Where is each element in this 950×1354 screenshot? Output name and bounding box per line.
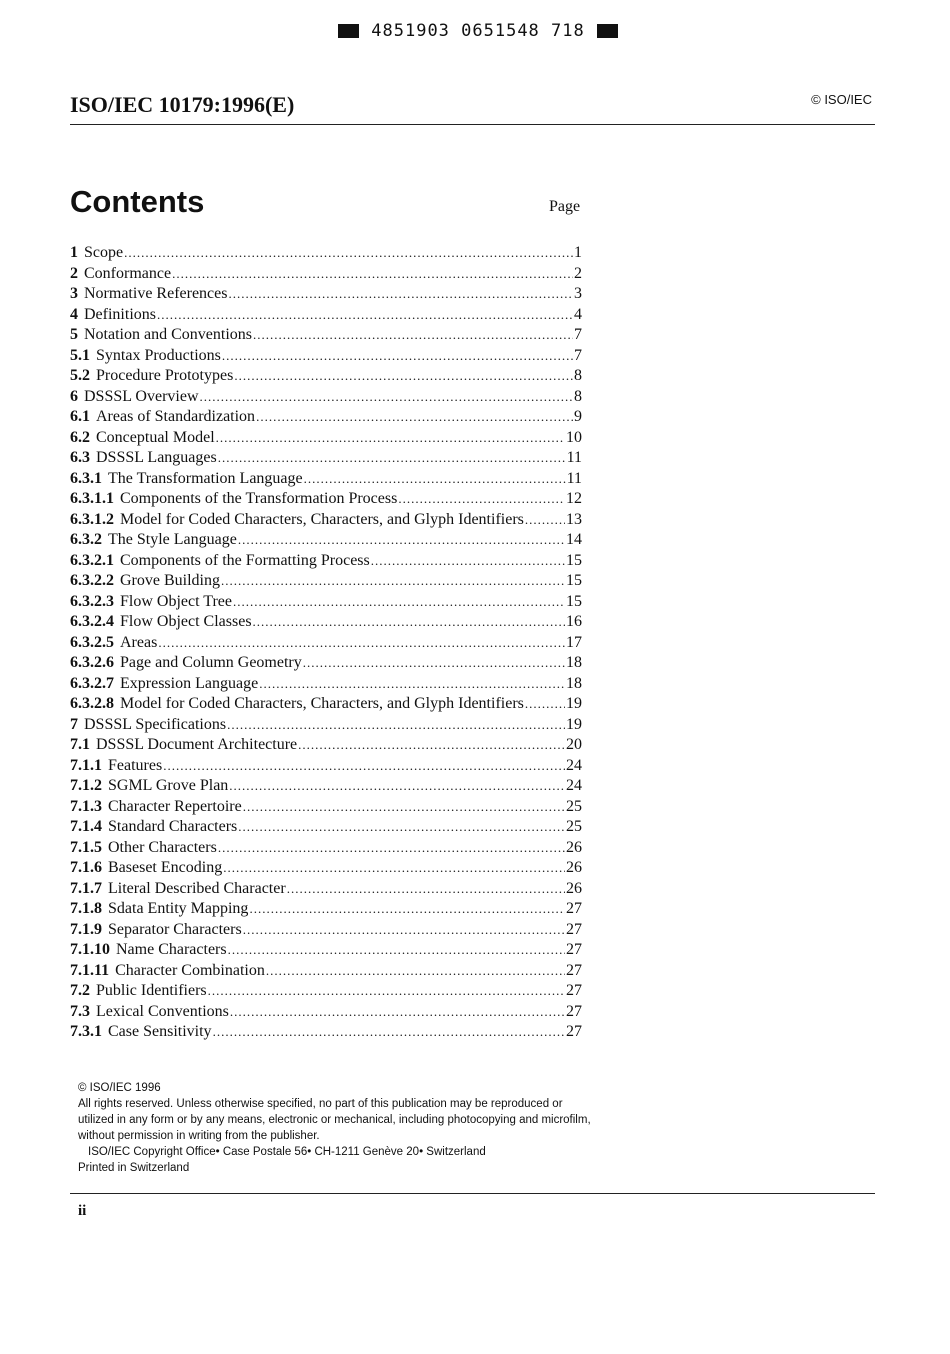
toc-leader-dots xyxy=(303,653,565,674)
toc-entry-title: Public Identifiers xyxy=(96,982,207,999)
toc-entry-number: 6.3.2.6 xyxy=(70,654,114,671)
toc-entry-number: 7.1.5 xyxy=(70,838,102,856)
toc-entry-page: 8 xyxy=(574,387,582,405)
toc-entry-title: SGML Grove Plan xyxy=(108,777,229,794)
page-title: Contents xyxy=(70,184,205,219)
toc-entry-number: 7 xyxy=(70,715,78,733)
toc-entry-page: 9 xyxy=(574,408,582,425)
toc-entry-title: Normative References xyxy=(84,285,228,302)
toc-entry xyxy=(70,797,582,818)
toc-entry-number: 7.1.1 xyxy=(70,756,102,774)
toc-entry-number: 6.3.2.3 xyxy=(70,592,114,610)
toc-entry-number: 7.3 xyxy=(70,1002,90,1020)
toc-entry xyxy=(70,448,582,469)
barcode-number: 4851903 0651548 718 xyxy=(371,21,585,41)
page-number: ii xyxy=(78,1203,87,1219)
footer-rule xyxy=(70,1193,875,1194)
toc-leader-dots xyxy=(287,879,565,900)
toc-entry-page: 15 xyxy=(566,572,582,589)
toc-entry xyxy=(70,407,582,428)
header-copyright: © ISO/IEC xyxy=(811,92,872,107)
copyright-notice xyxy=(78,1080,598,1176)
toc-entry-title: Flow Object Classes xyxy=(120,613,252,630)
toc-entry-page: 27 xyxy=(566,941,582,958)
toc-entry xyxy=(70,284,582,305)
toc-entry-number: 6.1 xyxy=(70,408,90,425)
toc-entry-title: Baseset Encoding xyxy=(108,859,223,876)
toc-entry-page: 8 xyxy=(574,367,582,384)
toc-entry xyxy=(70,264,582,285)
toc-entry-title: DSSSL Document Architecture xyxy=(96,736,298,753)
toc-entry-title: Sdata Entity Mapping xyxy=(108,900,249,917)
toc-entry-page: 11 xyxy=(566,469,582,487)
toc-entry-number: 6.3.2 xyxy=(70,531,102,548)
toc-entry-number: 1 xyxy=(70,244,78,261)
toc-entry-number: 6.2 xyxy=(70,428,90,446)
barcode-strip xyxy=(338,20,618,42)
toc-entry-page: 27 xyxy=(566,961,582,979)
toc-entry-page: 4 xyxy=(574,305,582,323)
notice-copyright: © ISO/IEC 1996 xyxy=(78,1082,161,1094)
toc-leader-dots xyxy=(228,284,573,305)
toc-entry-title: Page and Column Geometry xyxy=(120,654,302,671)
toc-entry-title: Areas of Standardization xyxy=(96,408,256,425)
toc-entry-page: 2 xyxy=(574,264,582,282)
toc-entry-page: 10 xyxy=(566,428,582,446)
toc-entry-number: 5.2 xyxy=(70,367,90,384)
toc-entry-title: Other Characters xyxy=(108,838,217,856)
toc-leader-dots xyxy=(243,920,565,941)
toc-entry xyxy=(70,940,582,961)
toc-entry-title: Model for Coded Characters, Characters, and Glyph Identifiers xyxy=(120,695,524,712)
toc-entry xyxy=(70,428,582,449)
toc-leader-dots xyxy=(525,510,565,531)
toc-leader-dots xyxy=(222,346,573,367)
toc-leader-dots xyxy=(228,940,565,961)
toc-entry xyxy=(70,879,582,900)
toc-entry-page: 27 xyxy=(566,1023,582,1040)
toc-entry-page: 13 xyxy=(566,510,582,528)
toc-entry-number: 7.2 xyxy=(70,982,90,999)
toc-entry xyxy=(70,858,582,879)
toc-leader-dots xyxy=(158,633,565,654)
barcode-block-right xyxy=(597,24,618,38)
toc-entry xyxy=(70,530,582,551)
toc-entry-page: 24 xyxy=(566,777,582,794)
toc-entry-number: 6.3.2.2 xyxy=(70,572,114,589)
toc-entry-page: 12 xyxy=(566,490,582,507)
header-rule xyxy=(70,124,875,125)
toc-entry xyxy=(70,551,582,572)
toc-entry xyxy=(70,715,582,736)
toc-entry-number: 6.3 xyxy=(70,449,90,466)
toc-leader-dots xyxy=(227,715,565,736)
toc-entry-page: 26 xyxy=(566,859,582,876)
toc-entry-title: DSSSL Overview xyxy=(84,387,199,405)
toc-entry-page: 27 xyxy=(566,920,582,938)
toc-entry-title: Flow Object Tree xyxy=(120,592,232,610)
toc-entry-number: 5.1 xyxy=(70,346,90,364)
notice-printed: Printed in Switzerland xyxy=(78,1162,190,1174)
toc-entry-number: 2 xyxy=(70,264,78,282)
toc-leader-dots xyxy=(234,366,573,387)
toc-entry xyxy=(70,243,582,264)
toc-entry-number: 6.3.2.7 xyxy=(70,674,114,692)
toc-entry-page: 1 xyxy=(574,244,582,261)
toc-entry-number: 6 xyxy=(70,387,78,405)
toc-leader-dots xyxy=(172,264,573,285)
toc-entry xyxy=(70,756,582,777)
toc-entry-number: 6.3.2.1 xyxy=(70,551,114,569)
toc-leader-dots xyxy=(253,612,565,633)
toc-entry xyxy=(70,489,582,510)
toc-entry xyxy=(70,961,582,982)
toc-entry xyxy=(70,633,582,654)
toc-entry-number: 5 xyxy=(70,326,78,343)
toc-leader-dots xyxy=(200,387,573,408)
toc-leader-dots xyxy=(233,592,565,613)
notice-rights: All rights reserved. Unless otherwise specified, no part of this publication may be reproduced or utilized in any form or by any means, electronic or mechanical, including photocopying and microfilm, without permission in writing from the publisher. xyxy=(78,1098,591,1142)
toc-entry-title: Character Repertoire xyxy=(108,797,242,815)
toc-entry-title: Scope xyxy=(84,244,124,261)
toc-entry-number: 7.1.11 xyxy=(70,961,110,979)
toc-leader-dots xyxy=(525,694,565,715)
toc-entry-number: 7.1.7 xyxy=(70,879,102,897)
toc-entry-page: 18 xyxy=(566,654,582,671)
toc-entry-title: Procedure Prototypes xyxy=(96,367,234,384)
toc-entry-title: Components of the Formatting Process xyxy=(120,551,370,569)
page-column-label: Page xyxy=(549,198,581,215)
toc-entry-page: 27 xyxy=(566,900,582,917)
toc-entry xyxy=(70,653,582,674)
toc-entry-page: 25 xyxy=(566,818,582,835)
toc-entry-number: 7.3.1 xyxy=(70,1023,102,1040)
toc-entry-number: 3 xyxy=(70,285,78,302)
toc-entry-number: 6.3.2.8 xyxy=(70,695,114,712)
toc-entry xyxy=(70,612,582,633)
toc-entry xyxy=(70,694,582,715)
toc-entry xyxy=(70,366,582,387)
toc-entry-title: DSSSL Languages xyxy=(96,449,217,466)
toc-entry-title: Features xyxy=(108,756,163,774)
toc-entry xyxy=(70,920,582,941)
toc-entry-title: Areas xyxy=(120,633,158,651)
toc-entry-page: 19 xyxy=(566,695,582,712)
toc-entry-title: Syntax Productions xyxy=(96,346,221,364)
toc-entry xyxy=(70,469,582,490)
toc-entry-page: 25 xyxy=(566,797,582,815)
toc-entry-title: Standard Characters xyxy=(108,818,238,835)
toc-entry xyxy=(70,1002,582,1023)
toc-leader-dots xyxy=(398,489,565,510)
toc-entry-page: 26 xyxy=(566,879,582,897)
toc-entry xyxy=(70,838,582,859)
toc-leader-dots xyxy=(304,469,566,490)
toc-leader-dots xyxy=(213,1022,565,1043)
toc-entry-title: Conformance xyxy=(84,264,172,282)
barcode-block-left xyxy=(338,24,359,38)
toc-entry-title: DSSSL Specifications xyxy=(84,715,227,733)
toc-leader-dots xyxy=(238,817,565,838)
toc-leader-dots xyxy=(221,571,565,592)
toc-entry-title: Separator Characters xyxy=(108,920,242,938)
toc-entry-title: Conceptual Model xyxy=(96,428,215,446)
toc-entry xyxy=(70,592,582,613)
toc-entry-number: 6.3.2.4 xyxy=(70,613,114,630)
toc-entry-title: Lexical Conventions xyxy=(96,1002,229,1020)
toc-entry-page: 7 xyxy=(574,346,582,364)
toc-entry xyxy=(70,325,582,346)
toc-entry-title: Grove Building xyxy=(120,572,220,589)
toc-leader-dots xyxy=(298,735,565,756)
toc-entry xyxy=(70,981,582,1002)
toc-entry-title: Literal Described Character xyxy=(108,879,286,897)
toc-entry xyxy=(70,817,582,838)
toc-entry-page: 7 xyxy=(574,326,582,343)
toc-entry xyxy=(70,735,582,756)
toc-leader-dots xyxy=(223,858,565,879)
document-id: ISO/IEC 10179:1996(E) xyxy=(70,92,295,117)
toc-entry-page: 20 xyxy=(566,736,582,753)
toc-entry-page: 15 xyxy=(566,551,582,569)
toc-entry xyxy=(70,387,582,408)
toc-leader-dots xyxy=(208,981,565,1002)
toc-leader-dots xyxy=(229,776,565,797)
toc-leader-dots xyxy=(238,530,565,551)
toc-leader-dots xyxy=(230,1002,565,1023)
toc-leader-dots xyxy=(218,448,566,469)
toc-entry-title: Case Sensitivity xyxy=(108,1023,212,1040)
toc-leader-dots xyxy=(266,961,565,982)
toc-entry xyxy=(70,305,582,326)
toc-entry-page: 3 xyxy=(574,285,582,302)
toc-entry-title: The Style Language xyxy=(108,531,237,548)
toc-entry-page: 19 xyxy=(566,715,582,733)
toc-entry-title: Character Combination xyxy=(115,961,265,979)
toc-entry xyxy=(70,674,582,695)
toc-entry-title: Expression Language xyxy=(120,674,259,692)
toc-entry-number: 7.1.6 xyxy=(70,859,102,876)
toc-entry-page: 15 xyxy=(566,592,582,610)
toc-entry xyxy=(70,510,582,531)
toc-entry-number: 6.3.1.1 xyxy=(70,490,114,507)
toc-entry xyxy=(70,776,582,797)
toc-leader-dots xyxy=(371,551,565,572)
toc-entry-number: 7.1.2 xyxy=(70,777,102,794)
toc-leader-dots xyxy=(256,407,573,428)
toc-leader-dots xyxy=(163,756,565,777)
toc-entry-page: 24 xyxy=(566,756,582,774)
toc-leader-dots xyxy=(218,838,565,859)
toc-entry-number: 6.3.2.5 xyxy=(70,633,114,651)
toc-entry-title: Model for Coded Characters, Characters, and Glyph Identifiers xyxy=(120,510,524,528)
toc-leader-dots xyxy=(243,797,565,818)
toc-entry-number: 7.1 xyxy=(70,736,90,753)
toc-leader-dots xyxy=(253,325,573,346)
toc-entry-page: 11 xyxy=(566,449,582,466)
toc-entry-title: The Transformation Language xyxy=(108,469,303,487)
notice-address: ISO/IEC Copyright Office• Case Postale 56• CH-1211 Genève 20• Switzerland xyxy=(88,1146,486,1158)
toc-entry-title: Components of the Transformation Process xyxy=(120,490,398,507)
toc-leader-dots xyxy=(124,243,573,264)
toc-entry xyxy=(70,571,582,592)
toc-leader-dots xyxy=(259,674,565,695)
toc-entry xyxy=(70,899,582,920)
toc-leader-dots xyxy=(249,899,565,920)
toc-entry-page: 27 xyxy=(566,982,582,999)
toc-entry-number: 4 xyxy=(70,305,78,323)
toc-entry xyxy=(70,346,582,367)
toc-entry-number: 6.3.1 xyxy=(70,469,102,487)
toc-leader-dots xyxy=(216,428,565,449)
toc-entry-page: 14 xyxy=(566,531,582,548)
toc-entry-title: Name Characters xyxy=(116,941,227,958)
toc-leader-dots xyxy=(157,305,573,326)
toc-entry-page: 27 xyxy=(566,1002,582,1020)
toc-entry-number: 7.1.8 xyxy=(70,900,102,917)
toc-entry-title: Notation and Conventions xyxy=(84,326,252,343)
toc-entry-page: 16 xyxy=(566,613,582,630)
toc-entry xyxy=(70,1022,582,1043)
toc-entry-page: 26 xyxy=(566,838,582,856)
toc-entry-page: 18 xyxy=(566,674,582,692)
toc-entry-number: 7.1.4 xyxy=(70,818,102,835)
toc-entry-title: Definitions xyxy=(84,305,156,323)
toc-entry-number: 7.1.10 xyxy=(70,941,110,958)
toc-entry-number: 7.1.9 xyxy=(70,920,102,938)
table-of-contents xyxy=(70,243,582,1043)
toc-entry-page: 17 xyxy=(566,633,582,651)
toc-entry-number: 7.1.3 xyxy=(70,797,102,815)
toc-entry-number: 6.3.1.2 xyxy=(70,510,114,528)
